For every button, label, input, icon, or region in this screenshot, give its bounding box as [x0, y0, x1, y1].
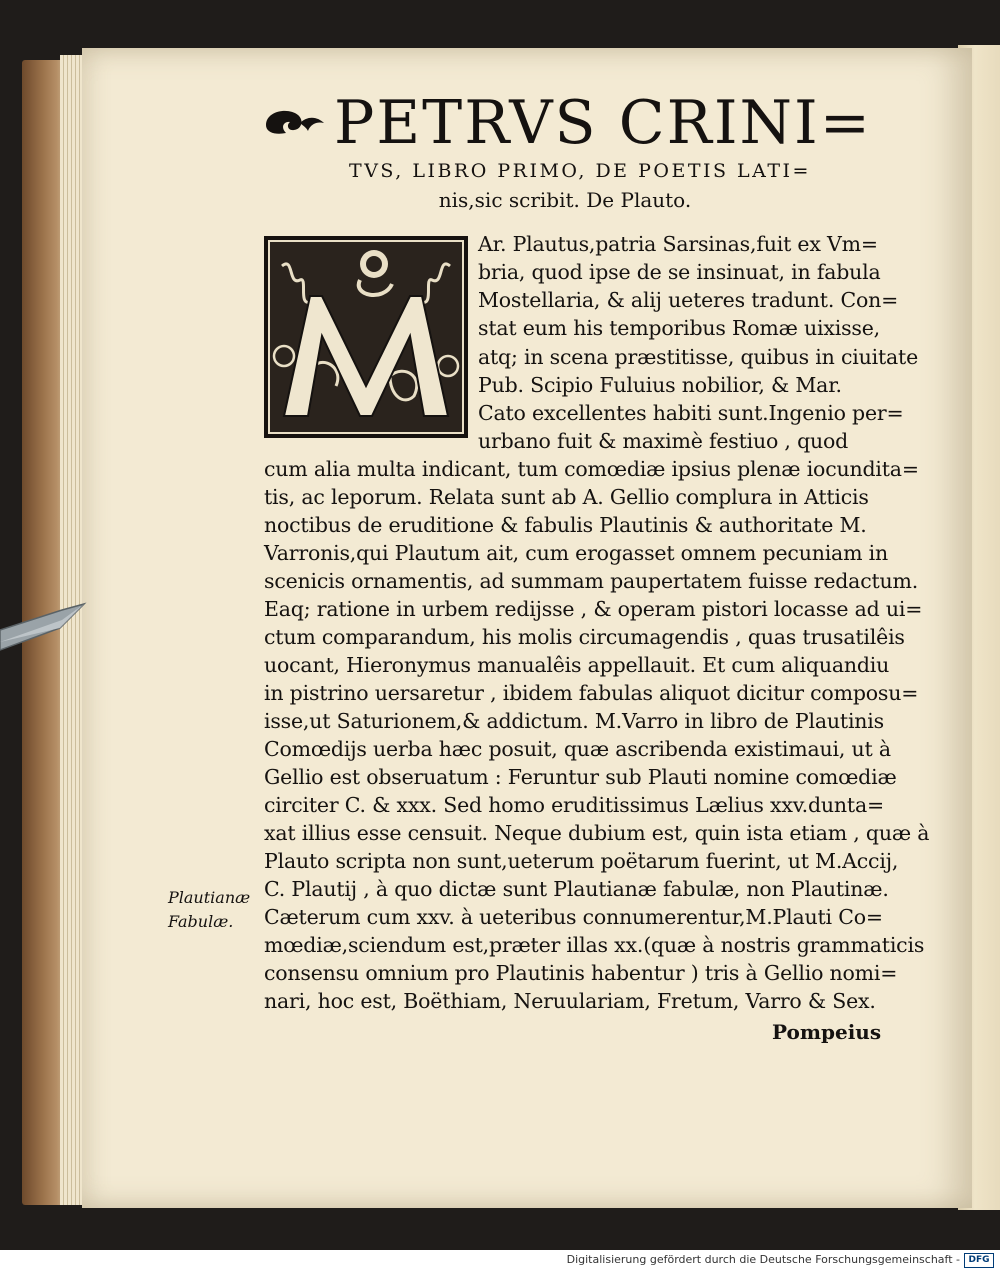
body-line: urbano fuit & maximè festiuo , quod	[478, 429, 849, 453]
body-line: Plauto scripta non sunt,ueterum poëtarum fuerint, ut M.Accij,	[264, 849, 899, 873]
body-line: atq; in scena præstitisse, quibus in ciuitate	[478, 345, 919, 369]
body-line: Gellio est obseruatum : Feruntur sub Plauti nomine comœdiæ	[264, 765, 897, 789]
body-line: Pub. Scipio Fuluius nobilior, & Mar.	[478, 373, 842, 397]
body-line: uocant, Hieronymus manualêis appellauit. Et cum aliquandiu	[264, 653, 890, 677]
title-text: PETRVS CRINI=	[334, 88, 872, 158]
body-line: tis, ac leporum. Relata sunt ab A. Gellio complura in Atticis	[264, 485, 869, 509]
digitization-footer	[0, 1250, 1000, 1271]
body-line: Mostellaria, & alij ueteres tradunt. Con=	[478, 288, 899, 312]
body-line: stat eum his temporibus Romæ uixisse,	[478, 316, 880, 340]
body-line: in pistrino uersaretur , ibidem fabulas aliquot dicitur composu=	[264, 681, 919, 705]
body-line: mœdiæ,sciendum est,præter illas xx.(quæ à nostris grammaticis	[264, 933, 925, 957]
subtitle-line-2: nis,sic scribit. De Plauto.	[438, 188, 692, 212]
body-line: xat illius esse censuit. Neque dubium est, quin ista etiam , quæ à	[264, 821, 930, 845]
body-line: Cato excellentes habiti sunt.Ingenio per=	[478, 401, 904, 425]
marginal-note-line-1: Plautianæ	[168, 888, 251, 907]
marginal-note-line-2: Fabulæ.	[168, 912, 234, 931]
body-line: Comœdijs uerba hæc posuit, quæ ascribenda existimaui, ut à	[264, 737, 891, 761]
title	[262, 88, 902, 158]
body-line: noctibus de eruditione & fabulis Plautinis & authoritate M.	[264, 513, 867, 537]
body-line: consensu omnium pro Plautinis habentur ) tris à Gellio nomi=	[264, 961, 898, 985]
body-line: scenicis ornamentis, ad summam paupertatem fuisse redactum.	[264, 569, 919, 593]
body-line: Varronis,qui Plautum ait, cum erogasset omnem pecuniam in	[264, 541, 888, 565]
subtitle: TVS, LIBRO PRIMO, DE POETIS LATI=	[349, 160, 811, 182]
body-line: ctum comparandum, his molis circumagendis , quas trusatilêis	[264, 625, 905, 649]
body-line: bria, quod ipse de se insinuat, in fabula	[478, 260, 881, 284]
body-line: nari, hoc est, Boëthiam, Neruulariam, Fretum, Varro & Sex.	[264, 989, 876, 1013]
body-line: cum alia multa indicant, tum comœdiæ ipsius plenæ iocundita=	[264, 457, 919, 481]
body-line: circiter C. & xxx. Sed homo eruditissimus Lælius xxv.dunta=	[264, 793, 884, 817]
page-pointer-icon	[0, 598, 90, 658]
body-line: Ar. Plautus,patria Sarsinas,fuit ex Vm=	[478, 232, 878, 256]
dfg-logo-icon[interactable]: DFG	[964, 1253, 994, 1268]
body-line: Eaq; ratione in urbem redijsse , & operam pistori locasse ad ui=	[264, 597, 923, 621]
footer-credit: Digitalisierung gefördert durch die Deutsche Forschungsgemeinschaft -	[566, 1253, 960, 1266]
woodcut-initial-m-icon	[264, 236, 468, 438]
body-line: isse,ut Saturionem,& addictum. M.Varro in libro de Plautinis	[264, 709, 884, 733]
catchword: Pompeius	[772, 1020, 882, 1044]
body-line: Cæterum cum xxv. à ueteribus connumerentur,M.Plauti Co=	[264, 905, 883, 929]
fleuron-ornament-icon	[262, 103, 328, 143]
body-line: C. Plautij , à quo dictæ sunt Plautianæ fabulæ, non Plautinæ.	[264, 877, 889, 901]
